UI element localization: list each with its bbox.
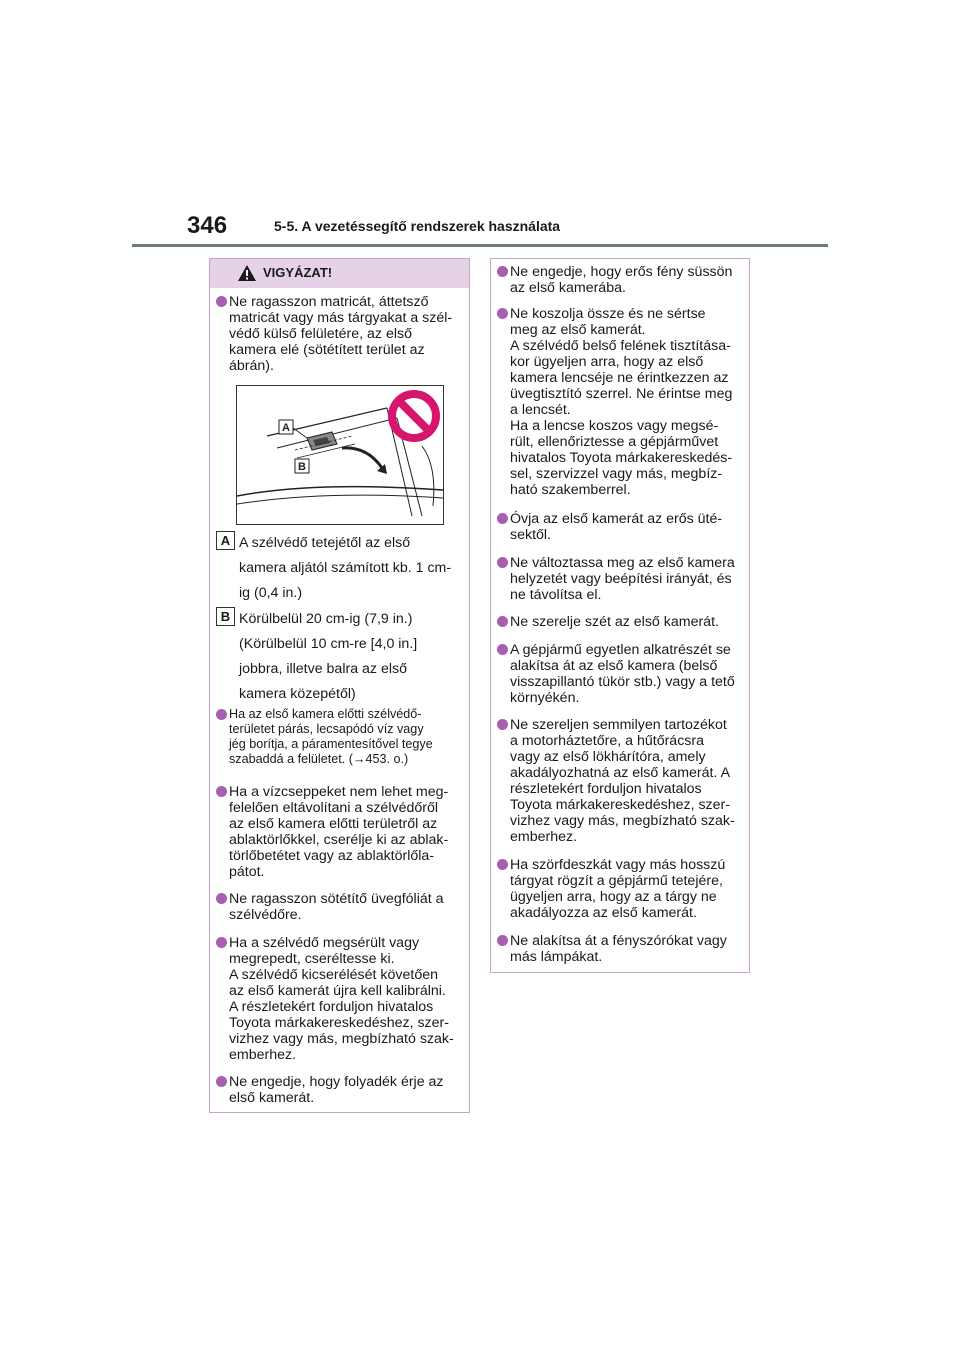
list-item: Ne szerelje szét az első kamerát. [497,614,743,630]
bullet-icon [497,557,508,568]
bullet-icon [497,513,508,524]
svg-text:A: A [282,422,290,434]
warning-title: VIGYÁZAT! [263,265,333,280]
list-item: A gépjármű egyetlen alkatrészét se alakítsa át az első kamera (belső visszapillantó tükör stb.) vagy a tető környékén. [497,642,743,706]
camera-area-illustration [236,385,444,525]
label-b-row: B Körülbelül 20 cm-ig (7,9 in.) (Körülbelül 10 cm-re [4,0 in.] jobbra, illetve balra az első kamera közepétől) [216,607,466,707]
warning-triangle-icon [237,264,257,282]
windshield-illustration [237,386,443,524]
list-item: Ha szörfdeszkát vagy más hosszú tárgyat rögzít a gépjármű tetejére, ügyeljen arra, hogy az a tárgy ne akadályozza az első kamerát. [497,857,743,921]
list-item: Ne engedje, hogy erős fény süssön az első kamerába. [497,264,743,296]
list-item: Ne szereljen semmilyen tartozékot a motorháztetőre, a hűtőrácsra vagy az első lökhárítóra, amely akadályozhatná az első kamerát. A részletekért forduljon hivatalos Toyota márkakereskedéshez, szer- vizhez vagy más, megbízható szak- emberhez. [497,717,743,845]
bullet-icon [497,616,508,627]
bullet-icon [497,719,508,730]
bullet-icon [216,1076,227,1087]
header-divider [132,244,828,247]
bullet-icon [497,935,508,946]
bullet-icon [216,937,227,948]
list-item: Ha a szélvédő megsérült vagy megrepedt, cseréltesse ki. A szélvédő kicserélését követően az első kamerát újra kell kalibrálni. A részletekért forduljon hivatalos Toyota márkakereskedéshez, szer- vizhez vagy más, megbízható szak- emberhez. [216,935,464,1063]
label-a-row: A A szélvédő tetejétől az első kamera aljától számított kb. 1 cm- ig (0,4 in.) [216,531,466,606]
page-number: 346 [187,212,228,239]
bullet-icon [216,296,227,307]
list-item: Ha a vízcseppeket nem lehet meg- felelően eltávolítani a szélvédőről az első kamera előtti területről az ablaktörlőkkel, cserélje ki az ablak- törlőbetétet vagy az ablaktörlőla- pátot. [216,784,464,880]
list-item: Ne ragasszon matricát, áttetsző matricát vagy más tárgyakat a szél- védő külső felületére, az első kamera elé (sötétített terület az ábrán). [216,294,464,374]
list-item: Ne engedje, hogy folyadék érje az első kamerát. [216,1074,464,1106]
bullet-icon [497,308,508,319]
warning-box-right [490,258,750,973]
bullet-icon [216,786,227,797]
bullet-icon [216,893,227,904]
list-item: Óvja az első kamerát az erős üté- sektől. [497,511,743,543]
svg-text:B: B [298,461,306,473]
bullet-icon [497,859,508,870]
warning-box-left [209,258,470,1113]
list-item: Ne alakítsa át a fényszórókat vagy más lámpákat. [497,933,743,965]
label-a: A [216,531,235,550]
list-item: Ne ragasszon sötétítő üvegfóliát a szélvédőre. [216,891,464,923]
list-item: Ne koszolja össze és ne sértse meg az első kamerát. A szélvédő belső felének tisztítása- kor ügyeljen arra, hogy az első kamera lencséje ne érintkezzen az üvegtisztító szerrel. Ne érintse meg a lencsét. Ha a lencse koszos vagy megsé- rült, ellenőriztesse a gépjárművet hivatalos Toyota márkakereskedés- sel, szervizzel vagy más, megbíz- ható szakemberrel. [497,306,743,498]
list-item: Ne változtassa meg az első kamera helyzetét vagy beépítési irányát, és ne távolítsa el. [497,555,743,603]
label-b: B [216,607,235,626]
list-item: Ha az első kamera előtti szélvédő- területet párás, lecsapódó víz vagy jég borítja, a páramentesítővel tegye szabaddá a felületet. (→453. o.) [216,707,464,767]
bullet-icon [497,266,508,277]
page-header [132,212,828,246]
bullet-icon [497,644,508,655]
section-title: 5-5. A vezetéssegítő rendszerek használata [274,218,561,234]
warning-title-bar [210,259,469,288]
bullet-icon [216,709,227,720]
